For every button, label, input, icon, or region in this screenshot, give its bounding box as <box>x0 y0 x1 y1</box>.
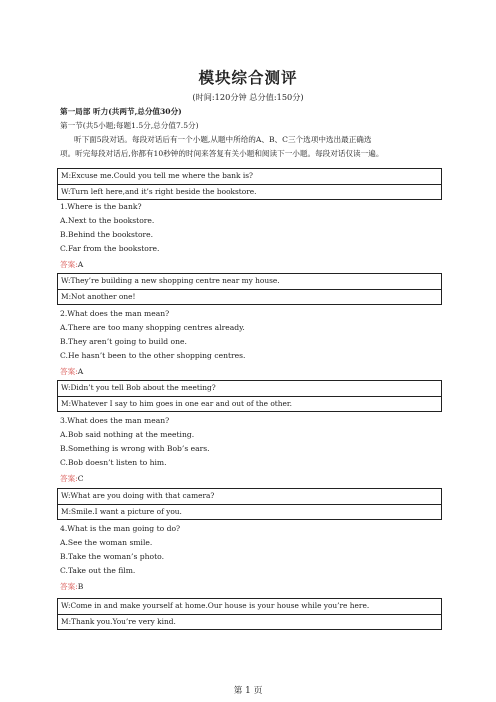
answer-label: 答案: <box>60 367 78 376</box>
option: C.Bob doesn’t listen to him. <box>60 458 167 467</box>
option: A.Next to the bookstore. <box>60 216 155 225</box>
answer-label: 答案: <box>60 582 78 591</box>
option: B.They aren’t going to build one. <box>60 337 187 346</box>
dialog-line: W:Didn’t you tell Bob about the meeting? <box>61 383 216 392</box>
dialog-line: M:Whatever I say to him goes in one ear and out of the other. <box>58 396 441 412</box>
dialog-box <box>57 168 442 200</box>
option: B.Something is wrong with Bob’s ears. <box>60 444 210 453</box>
option: B.Take the woman’s photo. <box>60 552 164 561</box>
answer-value: C <box>77 474 84 483</box>
question-text: 1.Where is the bank? <box>60 202 142 211</box>
answer-value: A <box>77 260 84 269</box>
option: C.He hasn’t been to the other shopping centres. <box>60 351 246 360</box>
page-subtitle: (时间:120分钟 总分值:150分) <box>192 92 304 102</box>
question-text: 3.What does the man mean? <box>60 416 170 425</box>
answer-label: 答案: <box>60 474 78 483</box>
dialog-line: M:Not another one! <box>58 289 441 305</box>
dialog-line: M:Excuse me.Could you tell me where the bank is? <box>61 171 253 180</box>
instruction-line: 听下面5段对话。每段对话后有一个小题,从题中所给的A、B、C三个选项中选出最正确选 <box>74 135 372 144</box>
dialog-box <box>57 273 442 305</box>
page-title: 模块综合测评 <box>198 69 298 87</box>
option: A.Bob said nothing at the meeting. <box>60 430 195 439</box>
part-heading: 第一局部 听力(共两节,总分值30分) <box>60 107 182 116</box>
option: C.Far from the bookstore. <box>60 244 160 253</box>
dialog-line: W:Come in and make yourself at home.Our house is your house while you’re here. <box>61 601 370 610</box>
answer-label: 答案: <box>60 260 78 269</box>
dialog-box <box>57 380 442 412</box>
answer <box>60 474 84 484</box>
question-text: 4.What is the man going to do? <box>60 524 181 533</box>
page-footer: 第 1 页 <box>233 686 263 696</box>
answer-value: B <box>77 582 84 591</box>
option: A.See the woman smile. <box>60 538 153 547</box>
answer-value: A <box>77 367 84 376</box>
answer <box>60 367 83 377</box>
dialog-box <box>57 598 442 630</box>
dialog-line: W:Turn left here,and it’s right beside the bookstore. <box>58 184 441 200</box>
option: C.Take out the film. <box>60 566 136 575</box>
dialog-line: M:Thank you.You’re very kind. <box>58 614 441 630</box>
answer <box>60 582 83 592</box>
dialog-line: W:What are you doing with that camera? <box>61 491 215 500</box>
dialog-box <box>57 488 442 520</box>
dialog-line: M:Smile.I want a picture of you. <box>58 504 441 520</box>
answer <box>60 260 83 270</box>
option: B.Behind the bookstore. <box>60 230 154 239</box>
dialog-line: W:They’re building a new shopping centre near my house. <box>61 276 280 285</box>
question-text: 2.What does the man mean? <box>60 309 170 318</box>
section-heading: 第一节(共5小题;每题1.5分,总分值7.5分) <box>60 121 199 130</box>
instruction-line: 项。听完每段对话后,你都有10秒钟的时间来答复有关小题和阅读下一小题。每段对话仅读一遍。 <box>60 149 384 158</box>
option: A.There are too many shopping centres already. <box>60 323 245 332</box>
